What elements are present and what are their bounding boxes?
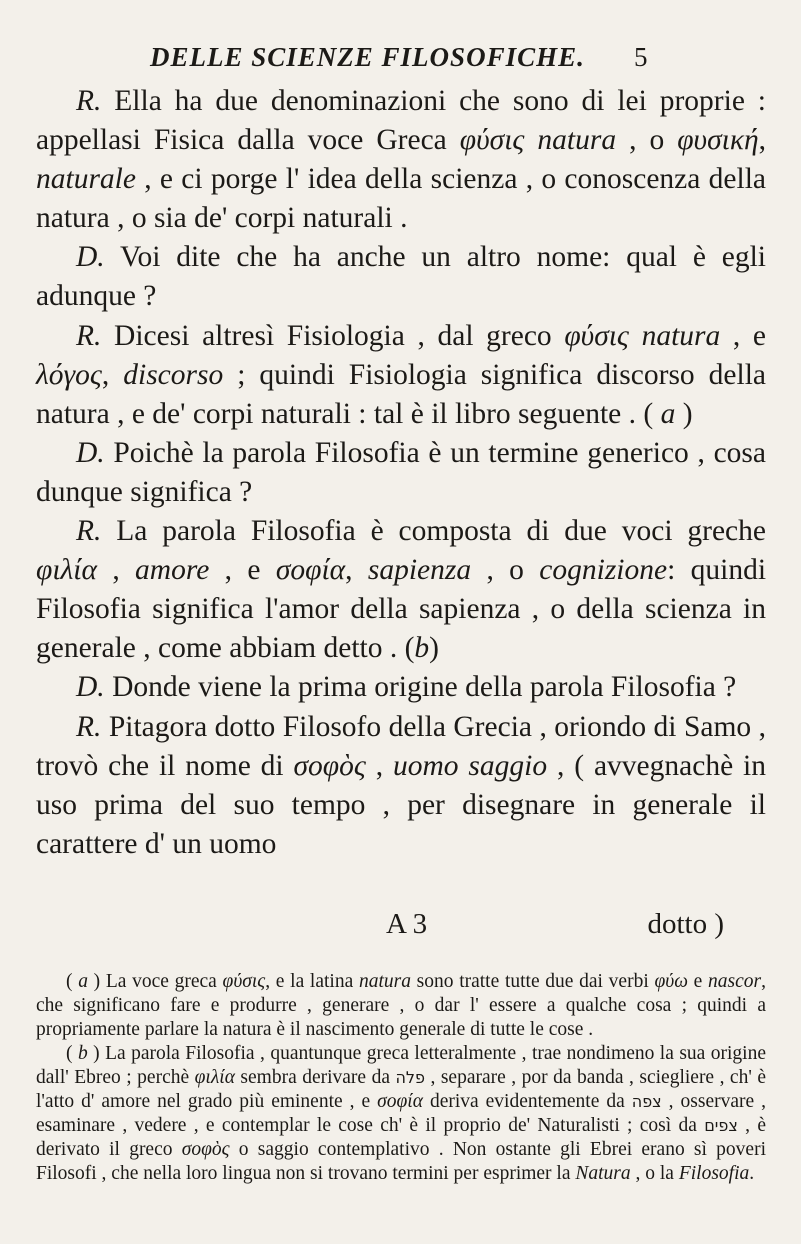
italic-text: φύσις	[564, 319, 629, 352]
italic-text: natura	[641, 319, 721, 352]
text-run: : quindi Filosofia significa l'amor della sapienza , o della scienza in generale , come abbiam detto . (	[36, 554, 767, 665]
speaker-label: R.	[76, 515, 102, 548]
speaker-label: D.	[76, 436, 105, 469]
text-run: ,	[758, 124, 767, 157]
text-run: .	[749, 1163, 755, 1184]
italic-text: σοφία	[377, 1091, 423, 1112]
paragraph	[36, 708, 766, 864]
speaker-label: D.	[76, 671, 105, 704]
text-run: deriva evidentemente da	[422, 1091, 632, 1112]
text-run: ,	[345, 554, 368, 587]
text-run: e	[687, 971, 709, 992]
text-run: , e la latina	[265, 971, 359, 992]
text-run: , osservare , esaminare , vedere , e contemplar le cose ch' è il proprio de' Naturalisti ; così da	[36, 1091, 767, 1136]
text-run: )	[429, 632, 439, 665]
text-run: , e ci porge l' idea della scienza , o conoscenza della natura , o sia de' corpi naturali .	[36, 163, 766, 235]
italic-text: a	[660, 397, 676, 430]
paragraph	[36, 434, 766, 512]
text-run: , separare , por da banda , sciegliere , ch' è l'atto d' amore nel grado più eminente , e	[36, 1067, 766, 1112]
text-run: Pitagora dotto Filosofo della Grecia , oriondo di Samo , trovò che il nome di	[36, 710, 766, 782]
italic-text: natura	[537, 124, 617, 157]
italic-text: b	[414, 632, 430, 665]
text-run: sembra derivare da	[234, 1067, 396, 1088]
italic-text: Natura	[575, 1163, 631, 1184]
text-run: ,	[96, 554, 136, 587]
italic-text: φιλία	[36, 554, 97, 587]
text-run: ,	[365, 749, 393, 782]
italic-text: σοφὸς	[293, 749, 366, 782]
text-run: o saggio contemplativo . Non ostante gli Ebrei erano sì poveri Filosofi , che nella loro lingua non si trovano termini per esprimer la	[36, 1139, 766, 1184]
text-run: , e	[720, 319, 767, 352]
text-run: Dicesi altresì Fisiologia , dal greco	[101, 319, 565, 352]
text-run: , è derivato il greco	[36, 1115, 767, 1160]
italic-text: amore	[135, 554, 210, 587]
text-run: , e	[209, 554, 276, 587]
text-run: La parola Filosofia è composta di due voci greche	[101, 515, 766, 548]
paragraph	[36, 317, 766, 434]
italic-text: discorso	[123, 358, 224, 391]
italic-text: φυσική	[677, 124, 759, 157]
italic-text: σοφὸς	[181, 1139, 230, 1160]
paragraph	[36, 512, 766, 668]
italic-text: b	[77, 1043, 88, 1064]
paragraph	[36, 668, 766, 707]
text-run: , o	[471, 554, 540, 587]
hebrew-word: צפה	[631, 1092, 662, 1111]
text-run: (	[66, 971, 79, 992]
italic-text: natura	[358, 971, 411, 992]
text-run: )	[675, 397, 693, 430]
main-text	[36, 82, 766, 864]
speaker-label: R.	[76, 710, 102, 743]
italic-text: λόγος	[36, 358, 102, 391]
italic-text: φιλία	[194, 1067, 235, 1088]
text-run: (	[66, 1043, 78, 1064]
text-run: ; quindi Fisiologia significa discorso della natura , e de' corpi naturali : tal è il libro seguente . (	[36, 358, 767, 430]
footnote	[36, 1042, 766, 1186]
italic-text: cognizione	[539, 554, 668, 587]
text-run	[629, 320, 642, 352]
italic-text: φύω	[654, 971, 688, 992]
text-run: Poichè la parola Filosofia è un termine generico , cosa dunque significa ?	[36, 436, 766, 508]
italic-text: a	[78, 971, 88, 992]
italic-text: φύσις	[459, 124, 525, 157]
speaker-label: R.	[76, 319, 102, 352]
running-head: DELLE SCIENZE FILOSOFICHE.	[150, 42, 585, 72]
text-run: , o	[616, 124, 678, 157]
footnotes	[36, 970, 766, 1186]
italic-text: sapienza	[367, 554, 472, 587]
italic-text: nascor	[708, 971, 762, 992]
text-run: Voi dite che ha anche un altro nome: qual è egli adunque ?	[36, 241, 766, 313]
text-run: ) La parola Filosofia , quantunque greca letteralmente , trae nondimeno la sua origine dall' Ebreo ; perchè	[36, 1043, 766, 1088]
italic-text: naturale	[36, 163, 136, 196]
speaker-label: R.	[76, 85, 102, 117]
text-run: Ella ha due denominazioni che sono di lei proprie : appellasi Fisica dalla voce Greca	[36, 85, 766, 157]
text-run: , che significano fare e produrre , generare , o dar l' essere a qualche cosa ; quindi a propriamente parlare la natura è il nascimento generale di tutte le cose .	[36, 971, 766, 1040]
text-run: , o la	[630, 1163, 679, 1184]
catchword: dotto )	[647, 908, 724, 940]
footnote	[36, 970, 766, 1042]
text-run: ,	[101, 358, 124, 391]
italic-text: Filosofia	[678, 1163, 750, 1184]
paragraph	[36, 82, 766, 238]
italic-text: φύσις	[222, 971, 266, 992]
text-run: Donde viene la prima origine della parola Filosofia ?	[104, 671, 737, 704]
hebrew-word: צפים	[704, 1116, 738, 1135]
page-number: 5	[634, 42, 648, 72]
text-run: sono tratte tutte due dai verbi	[410, 971, 655, 992]
italic-text: σοφία	[275, 554, 346, 587]
text-run	[524, 124, 537, 156]
speaker-label: D.	[76, 241, 105, 274]
paragraph	[36, 238, 766, 316]
hebrew-word: פלה	[395, 1068, 425, 1087]
text-run: ) La voce greca	[87, 971, 223, 992]
text-run: , ( avvegnachè in uso prima del suo tempo , per disegnare in generale il carattere d' un uomo	[36, 749, 766, 860]
italic-text: uomo saggio	[392, 749, 548, 782]
signature-mark: A 3	[386, 908, 428, 940]
